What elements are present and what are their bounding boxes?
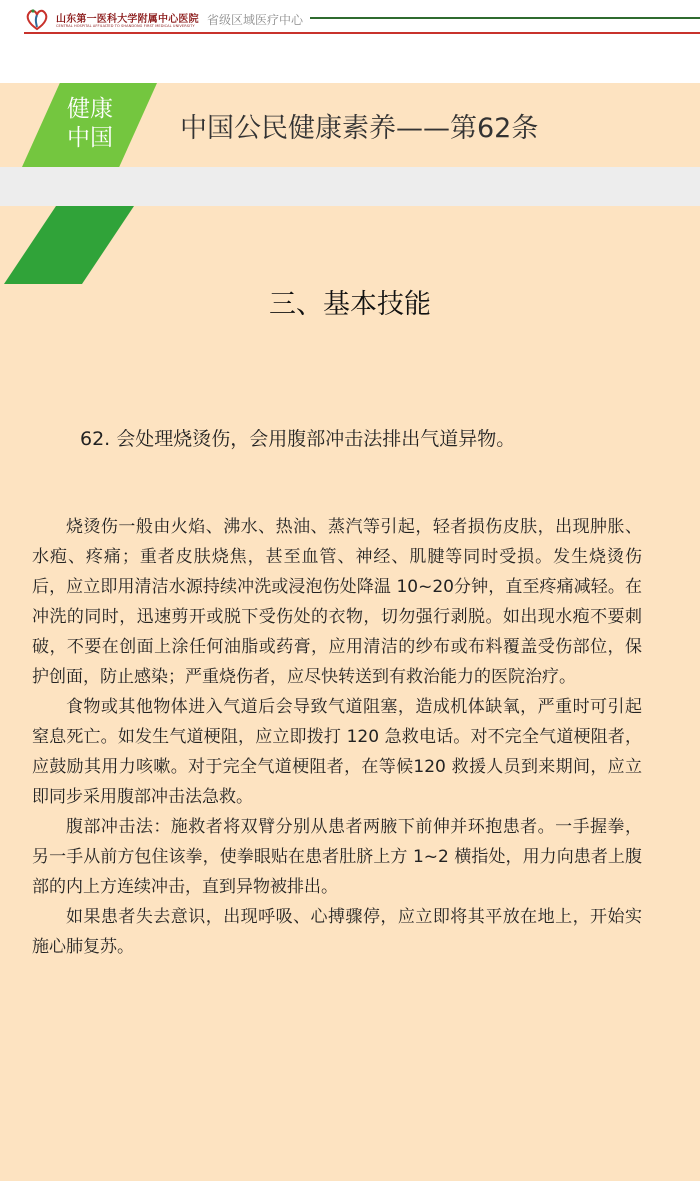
gray-divider-band [0,167,700,206]
paragraph-burns: 烧烫伤一般由火焰、沸水、热油、蒸汽等引起，轻者损伤皮肤，出现肿胀、水疱、疼痛；重者皮肤烧焦，甚至血管、神经、肌腱等同时受损。发生烧烫伤后，应立即用清洁水源持续冲洗或浸泡伤处降温 10~20分钟，直至疼痛减轻。在冲洗的同时，迅速剪开或脱下受伤处的衣物，切勿强行剥脱。如出现水疱不要刺破，不要在创面上涂任何油脂或药膏，应用清洁的纱布或布料覆盖受伤部位，保护创面，防止感染；严重烧伤者，应尽快转送到有救治能力的医院治疗。 [32,517,642,687]
header-subtitle: 省级区域医疗中心 [207,13,304,27]
banner-tag: 健康中国 [67,96,113,151]
item-heading: 62. 会处理烧烫伤，会用腹部冲击法排出气道异物。 [80,428,516,450]
hospital-logo-icon [24,7,50,31]
hospital-name-en: CENTRAL HOSPITAL AFFILIATED TO SHANDONG FIRST MEDICAL UNIVERSITY [56,24,195,28]
page-title: 中国公民健康素养——第62条 [180,113,539,144]
header-green-line [310,17,700,19]
green-slash-decoration [4,206,134,284]
paragraph-airway-obstruction: 食物或其他物体进入气道后会导致气道阻塞，造成机体缺氧，严重时可引起窒息死亡。如发生气道梗阻，应立即拨打 120 急救电话。对不完全气道梗阻者，应鼓励其用力咳嗽。对于完全气道梗阻者，在等候120 救援人员到来期间，应立即同步采用腹部冲击法急救。 [32,697,642,807]
header-red-line [24,32,700,34]
section-title: 三、基本技能 [269,289,431,320]
paragraph-cpr: 如果患者失去意识，出现呼吸、心搏骤停，应立即将其平放在地上，开始实施心肺复苏。 [32,907,642,957]
hospital-name-cn: 山东第一医科大学附属中心医院 [56,14,199,25]
paragraph-abdominal-thrust: 腹部冲击法：施救者将双臂分别从患者两腋下前伸并环抱患者。一手握拳，另一手从前方包住该拳，使拳眼贴在患者肚脐上方 1~2 横指处，用力向患者上腹部的内上方连续冲击，直到异物被排出。 [32,817,642,897]
header [0,0,700,83]
article-body [32,512,642,962]
